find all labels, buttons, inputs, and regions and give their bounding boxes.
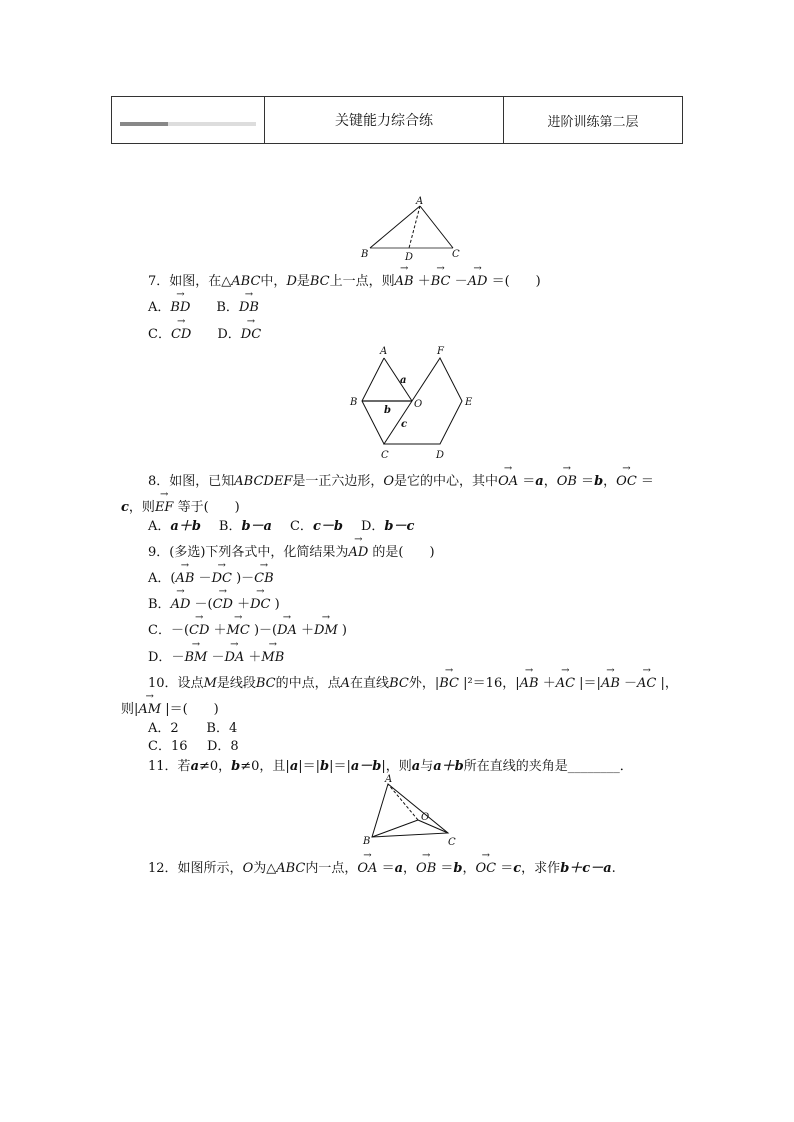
fig12-label-c: C — [448, 837, 456, 848]
fig7-label-a: A — [416, 196, 424, 207]
fig8-label-f: F — [437, 346, 444, 357]
fig8-label-e: E — [465, 397, 473, 408]
q7-options-ab: A．→ BD B．→ DB — [148, 300, 259, 316]
fig8-label-d: D — [436, 450, 445, 461]
q8-stem-line1: 8．如图，已知ABCDEF是一正六边形，O是它的中心，其中→ OA ＝a，→ OB ＝b，→ OC ＝ — [148, 474, 654, 490]
vector-bc: → BC — [431, 274, 451, 290]
fig12-label-a: A — [385, 774, 393, 785]
fig8-label-o: O — [414, 399, 423, 410]
fig8-label-vec-b: b — [384, 405, 391, 416]
header-table — [111, 96, 683, 144]
fig8-label-a: A — [380, 346, 388, 357]
header-level: 进阶训练第二层 — [547, 114, 639, 130]
q9-option-b: B．→ AD －(→ CD ＋→ DC ) — [148, 597, 280, 613]
vector-ab: → AB — [395, 274, 414, 290]
q9-stem: 9．(多选)下列各式中，化简结果为→ AD 的是( ) — [148, 545, 435, 561]
q7-stem: 7．如图，在△ABC中，D是BC上一点，则→ AB ＋→ BC －→ AD ＝( ) — [148, 274, 541, 290]
fig8-label-c: C — [381, 450, 389, 461]
figure-q8-hexagon — [346, 345, 476, 463]
q9-option-a: A．(→ AB －→ DC )－→ CB — [148, 571, 274, 587]
fig7-label-c: C — [452, 249, 460, 260]
q8-stem-line2: c，则→ EF 等于( ) — [121, 500, 240, 516]
fig12-label-o: O — [421, 812, 430, 823]
q10-options-cd: C．16 D．8 — [148, 739, 239, 754]
q12-stem: 12．如图所示，O为△ABC内一点，→ OA ＝a，→ OB ＝b，→ OC ＝c，求作b＋c－a. — [148, 861, 616, 877]
q8-options: A．a＋b B．b－a C．c－b D．b－c — [148, 519, 415, 534]
header-logo-cell — [112, 97, 265, 143]
fig8-label-vec-a: a — [400, 375, 407, 386]
fig12-label-b: B — [363, 836, 371, 847]
q10-options-ab: A．2 B．4 — [148, 721, 238, 736]
q9-option-d: D．－→ BM －→ DA ＋→ MB — [148, 650, 284, 666]
q10-stem-line2: 则|→ AM |＝( ) — [121, 702, 219, 718]
publisher-logo — [120, 122, 256, 126]
q10-stem-line1: 10．设点M是线段BC的中点，点A在直线BC外，|→ BC |²＝16，|→ AB ＋→ AC |＝|→ AB －→ AC |， — [148, 676, 678, 692]
fig8-label-b: B — [350, 397, 358, 408]
q9-option-c: C．－(→ CD ＋→ MC )－(→ DA ＋→ DM ) — [148, 623, 347, 639]
q11-stem: 11．若a≠0，b≠0，且|a|＝|b|＝|a－b|，则a与a＋b所在直线的夹角是________． — [148, 759, 633, 774]
figure-q7-triangle — [360, 196, 470, 264]
fig7-label-b: B — [361, 249, 369, 260]
q7-options-cd: C．→ CD D．→ DC — [148, 327, 261, 343]
figure-q12-triangle — [362, 774, 462, 850]
header-title: 关键能力综合练 — [265, 97, 504, 143]
vector-ad: → AD — [468, 274, 488, 290]
fig7-label-d: D — [405, 252, 414, 263]
fig8-label-vec-c: c — [401, 419, 408, 430]
